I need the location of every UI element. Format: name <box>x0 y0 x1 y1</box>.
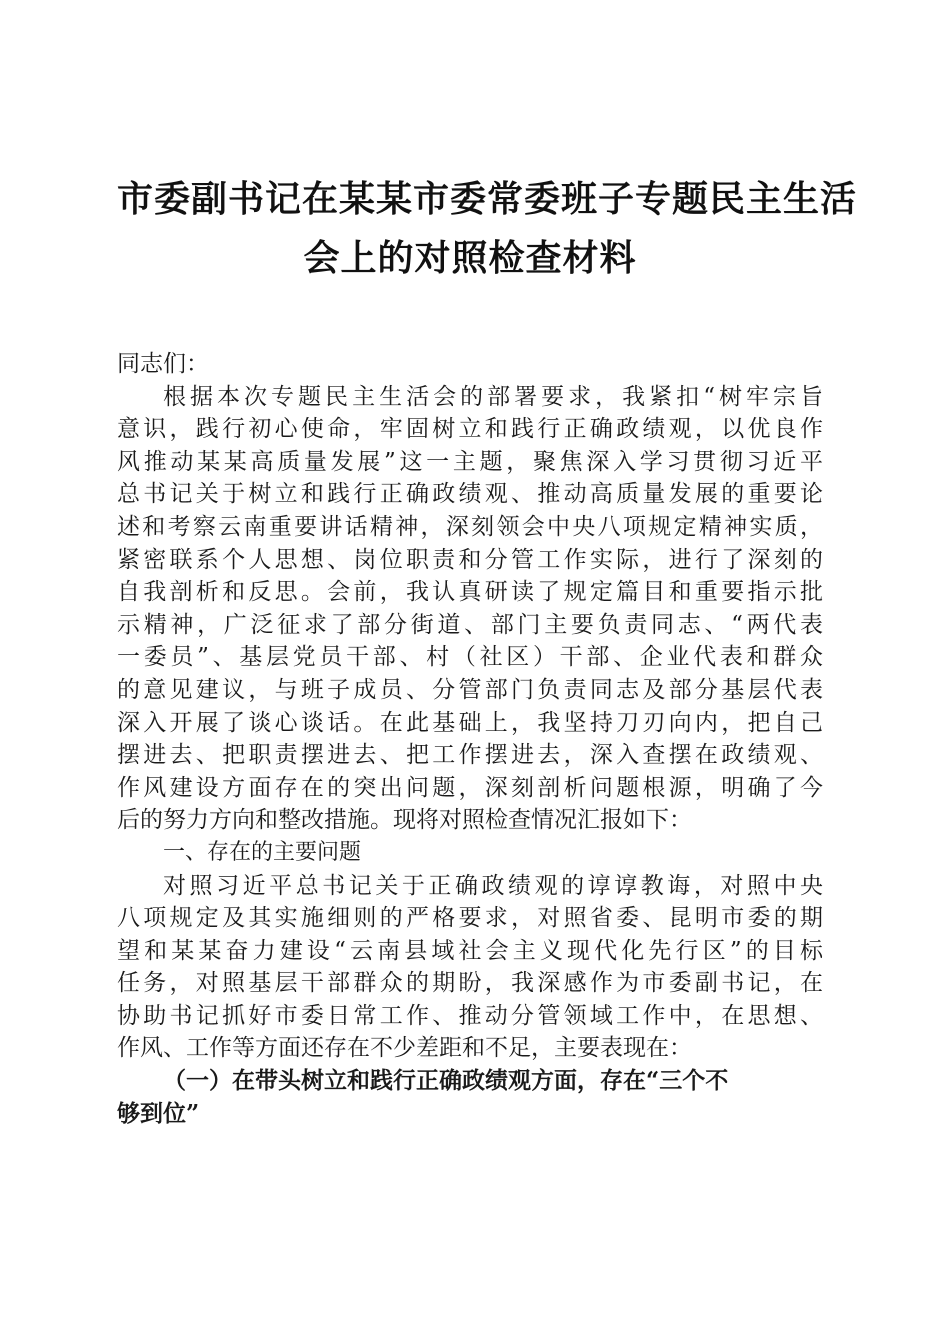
paragraph-line: 任务，对照基层干部群众的期盼，我深感作为市委副书记，在 <box>117 970 823 997</box>
paragraph-line: 示精神，广泛征求了部分街道、部门主要负责同志、“两代表 <box>117 611 823 638</box>
intro-paragraph <box>117 381 823 837</box>
document-title <box>117 170 858 288</box>
paragraph-line: 根据本次专题民主生活会的部署要求，我紧扣“树牢宗旨 <box>163 383 823 410</box>
paragraph-line: 作风、工作等方面还存在不少差距和不足，主要表现在： <box>117 1035 692 1062</box>
heading-line: 够到位” <box>117 1099 200 1127</box>
title-line: 市委副书记在某某市委常委班子专题民主生活 <box>117 178 858 220</box>
paragraph-line: 八项规定及其实施细则的严格要求，对照省委、昆明市委的期 <box>117 905 823 932</box>
document-page <box>117 170 858 1130</box>
document-body <box>117 348 823 1130</box>
section-paragraph <box>117 870 823 1066</box>
section-heading: 一、存在的主要问题 <box>163 839 362 865</box>
paragraph-line: 意识，践行初心使命，牢固树立和践行正确政绩观，以优良作 <box>117 416 823 443</box>
paragraph-line: 对照习近平总书记关于正确政绩观的谆谆教诲，对照中央 <box>163 872 823 899</box>
paragraph-line: 深入开展了谈心谈话。在此基础上，我坚持刀刃向内，把自己 <box>117 709 823 736</box>
title-line: 会上的对照检查材料 <box>303 237 637 279</box>
paragraph-line: 述和考察云南重要讲话精神，深刻领会中央八项规定精神实质， <box>117 513 823 540</box>
paragraph-line: 的意见建议，与班子成员、分管部门负责同志及部分基层代表 <box>117 676 823 703</box>
salutation: 同志们： <box>117 351 209 377</box>
paragraph-line: 望和某某奋力建设“云南县域社会主义现代化先行区”的目标 <box>117 937 823 964</box>
paragraph-line: 总书记关于树立和践行正确政绩观、推动高质量发展的重要论 <box>117 481 823 508</box>
paragraph-line: 风推动某某高质量发展”这一主题，聚焦深入学习贯彻习近平 <box>117 448 823 475</box>
paragraph-line: 自我剖析和反思。会前，我认真研读了规定篇目和重要指示批 <box>117 579 823 606</box>
heading-line: （一）在带头树立和践行正确政绩观方面，存在“三个不 <box>163 1067 729 1095</box>
paragraph-line: 后的努力方向和整改措施。现将对照检查情况汇报如下： <box>117 807 692 834</box>
subsection-heading <box>117 1065 823 1130</box>
paragraph-line: 一委员”、基层党员干部、村（社区）干部、企业代表和群众 <box>117 644 823 671</box>
paragraph-line: 摆进去、把职责摆进去、把工作摆进去，深入查摆在政绩观、 <box>117 742 823 769</box>
paragraph-line: 协助书记抓好市委日常工作、推动分管领域工作中，在思想、 <box>117 1002 823 1029</box>
paragraph-line: 紧密联系个人思想、岗位职责和分管工作实际，进行了深刻的 <box>117 546 823 573</box>
paragraph-line: 作风建设方面存在的突出问题，深刻剖析问题根源，明确了今 <box>117 774 823 801</box>
